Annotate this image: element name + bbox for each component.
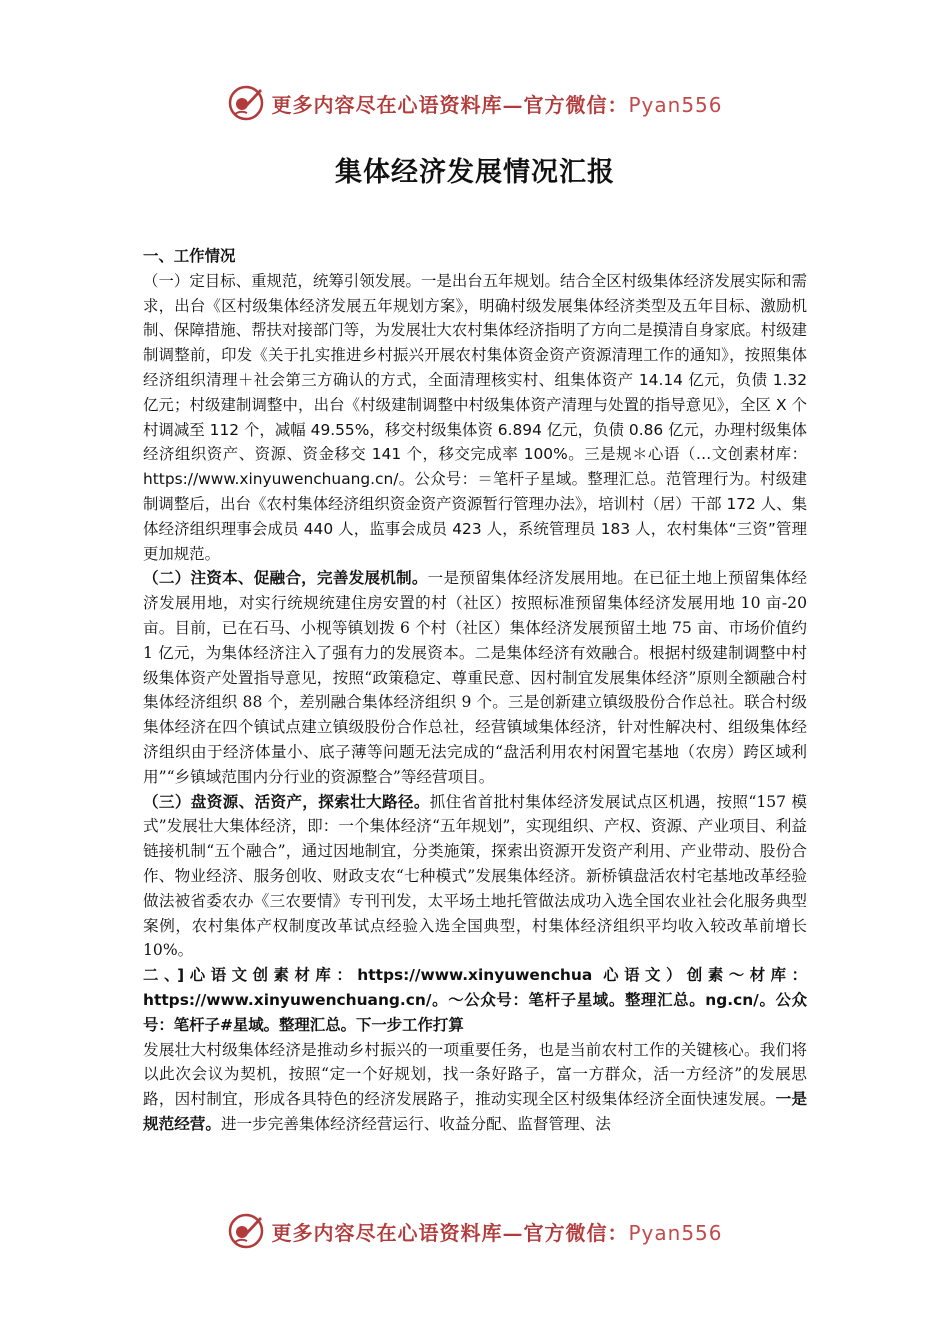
wechat-id: Pyan556	[628, 1220, 723, 1245]
paragraph-2-body: 一是预留集体经济发展用地。在已征土地上预留集体经济发展用地，对实行统规统建住房安置的村（社区）按照标准预留集体经济发展用地 10 亩-20 亩。目前，已在石马、小枧等镇划拨 6 个村（社区）集体经济发展预留土地 75 亩、市场价值约 1 亿元，为集体经济注入了强有力的发展资本。二是集体经济有效融合。根据村级建制调整中村级集体资产处置指导意见，按照“政策稳定、尊重民意、因村制宜发展集体经济”原则全额融合村集体经济组织 88 个，差别融合集体经济组织 9 个。三是创新建立镇级股份合作总社。联合村级集体经济在四个镇试点建立镇级股份合作总社，经营镇域集体经济，针对性解决村、组级集体经济组织由于经济体量小、底子薄等问题无法完成的“盘活利用农村闲置宅基地（农房）跨区域利用”“乡镇域范围内分行业的资源整合”等经营项目。	[143, 569, 807, 786]
paragraph-3-body: 抓住省首批村集体经济发展试点区机遇，按照“157 模式”发展壮大集体经济，即：一个集体经济“五年规划”，实现组织、产权、资源、产业项目、利益链接机制“五个融合”，通过因地制宜，分类施策，探索出资源开发资产利用、产业带动、股份合作、物业经济、服务创收、财政支农“七种模式”发展集体经济。新桥镇盘活农村宅基地改革经验做法被省委农办《三农要情》专刊刊发，太平场土地托管做法成功入选全国农业社会化服务典型案例，农村集体产权制度改革试点经验入选全国典型，村集体经济组织平均收入较改革前增长 10%。	[143, 792, 807, 960]
document-title: 集体经济发展情况汇报	[335, 157, 615, 188]
pen-logo-icon	[227, 84, 265, 122]
paragraph-4-lead: 一是规范经营。	[143, 1089, 807, 1133]
pen-logo-icon	[227, 1212, 265, 1250]
section-heading-1: 一、工作情况	[143, 247, 236, 265]
wechat-id: Pyan556	[628, 92, 723, 117]
paragraph-4	[143, 1038, 807, 1137]
paragraph-3	[143, 790, 807, 964]
paragraph-1: （一）定目标、重规范，统筹引领发展。一是出台五年规划。结合全区村级集体经济发展实际和需求，出台《区村级集体经济发展五年规划方案》，明确村级发展集体经济类型及五年目标、激励机制、保障措施、帮扶对接部门等，为发展壮大农村集体经济指明了方向二是摸清自身家底。村级建制调整前，印发《关于扎实推进乡村振兴开展农村集体资金资产资源清理工作的通知》，按照集体经济组织清理＋社会第三方确认的方式，全面清理核实村、组集体资产 14.14 亿元，负债 1.32 亿元；村级建制调整中，出台《村级建制调整中村级集体资产清理与处置的指导意见》，全区 X 个村调减至 112 个，减幅 49.55%，移交村级集体资 6.894 亿元，负债 0.86 亿元，办理村级集体经济组织资产、资源、资金移交 141 个，移交完成率 100%。三是规＊心语（…文创素材库：https://www.xinyuwenchuang.cn/。公众号：＝笔杆子星域。整理汇总。范管理行为。村级建制调整后，出台《农村集体经济组织资金资产资源暂行管理办法》，培训村（居）干部 172 人、集体经济组织理事会成员 440 人，监事会成员 423 人，系统管理员 183 人，农村集体“三资”管理更加规范。	[143, 271, 807, 563]
watermark-text: 更多内容尽在心语资料库—官方微信：Pyan556	[271, 1220, 723, 1245]
paragraph-2	[143, 566, 807, 789]
header-watermark-banner	[0, 80, 950, 126]
paragraph-4-body: 发展壮大村级集体经济是推动乡村振兴的一项重要任务，也是当前农村工作的关键核心。我们将以此次会议为契机，按照“定一个好规划，找一条好路子，富一方群众，活一方经济”的发展思路，因村制宜，形成各具特色的经济发展路子，推动实现全区村级集体经济全面快速发展。	[143, 1040, 807, 1109]
paragraph-3-lead: （三）盘资源、活资产，探索壮大路径。	[143, 791, 430, 811]
watermark-text: 更多内容尽在心语资料库—官方微信：Pyan556	[271, 92, 723, 117]
section-heading-2: 二、]心语文创素材库：https://www.xinyuwenchua 心语文）创素～材库：https://www.xinyuwenchuang.cn/。～公众号：笔杆子星域。整理汇总。ng.cn/。公众号：笔杆子#星域。整理汇总。下一步工作打算	[143, 966, 807, 1034]
paragraph-2-lead: （二）注资本、促融合，完善发展机制。	[143, 568, 428, 588]
paragraph-4-tail: 进一步完善集体经济经营运行、收益分配、监督管理、法	[220, 1114, 611, 1133]
document-body	[143, 244, 807, 1137]
footer-watermark-banner	[0, 1208, 950, 1254]
